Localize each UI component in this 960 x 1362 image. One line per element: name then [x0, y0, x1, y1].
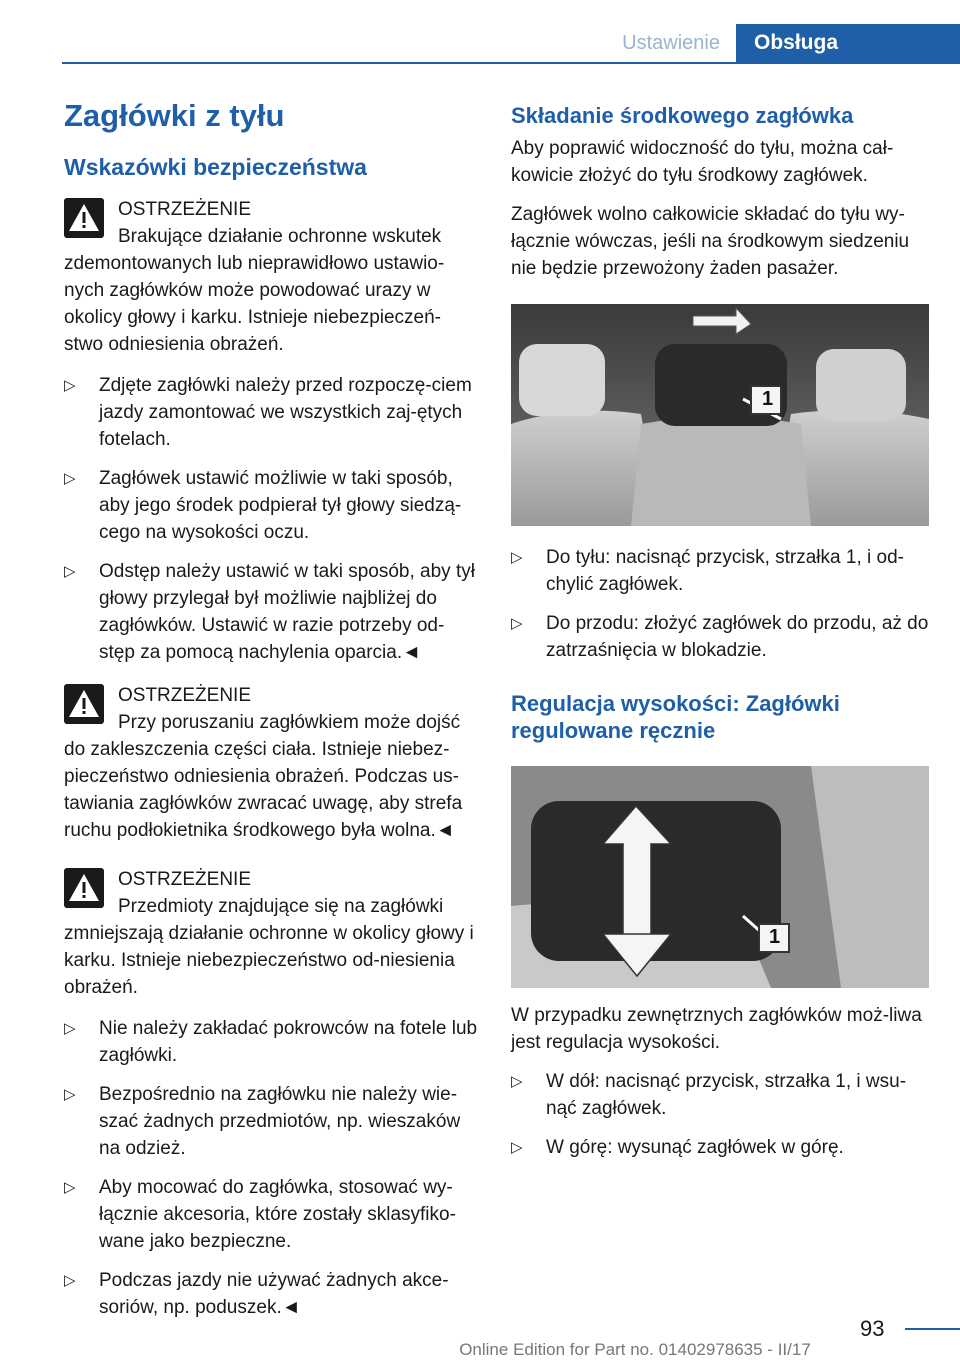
headrest-height-figure — [511, 766, 929, 988]
section-title: Zagłówki z tyłu — [64, 98, 285, 133]
triangle-bullet-icon: ▷ — [64, 1086, 76, 1103]
list-item: ▷ Zdjęte zagłówki należy przed rozpoczę‐ciem jazdy zamontować we wszystkich zaj‐ętych fotelach. — [64, 372, 478, 453]
section-title-folding: Składanie środkowego zagłówka — [511, 103, 854, 128]
list-item: ▷ Do tyłu: nacisnąć przycisk, strzałka 1, i od‐chylić zagłówek. — [511, 544, 929, 598]
figure-callout-label: 1 — [769, 926, 781, 948]
warning-title: OSTRZEŻENIE — [118, 199, 252, 220]
paragraph: Zagłówek wolno całkowicie składać do tyłu wy‐łącznie wówczas, jeśli na środkowym siedzeniu nie będzie przewożony żaden pasażer. — [511, 204, 910, 279]
headrest-fold-figure — [511, 304, 929, 526]
left-column — [64, 96, 478, 1337]
bullet-list — [511, 1068, 929, 1161]
paragraph: W przypadku zewnętrznych zagłówków moż‐liwa jest regulacja wysokości. — [511, 1005, 922, 1053]
list-item: ▷ Nie należy zakładać pokrowców na fotele lub zagłówki. — [64, 1015, 478, 1069]
section-title-height: Regulacja wysokości: Zagłówki regulowane ręcznie — [511, 691, 840, 743]
warning-text: Brakujące działanie ochronne wskutek zdemontowanych lub nieprawidłowo ustawio‐nych zagłówków może powodować urazy w okolicy głowy i karku. Istnieje niebezpieczeń‐stwo odniesienia obrażeń. — [64, 226, 445, 355]
header-bar — [0, 24, 960, 62]
header-rule — [62, 62, 960, 64]
triangle-bullet-icon: ▷ — [511, 1139, 523, 1156]
edition-footer: Online Edition for Part no. 01402978635 - II/17 — [459, 1340, 811, 1359]
warning-block — [64, 866, 478, 1001]
bullet-list — [64, 372, 478, 666]
warning-title: OSTRZEŻENIE — [118, 685, 252, 706]
triangle-bullet-icon: ▷ — [64, 470, 76, 487]
figure-callout-label: 1 — [762, 388, 774, 410]
triangle-bullet-icon: ▷ — [511, 1073, 523, 1090]
bullet-list — [511, 544, 929, 664]
triangle-bullet-icon: ▷ — [511, 615, 523, 632]
warning-block — [64, 682, 478, 844]
list-item: ▷ Do przodu: złożyć zagłówek do przodu, aż do zatrzaśnięcia w blokadzie. — [511, 610, 929, 664]
triangle-bullet-icon: ▷ — [64, 1020, 76, 1037]
warning-block — [64, 196, 478, 358]
triangle-bullet-icon: ▷ — [64, 377, 76, 394]
warning-triangle-icon — [64, 684, 104, 724]
list-item: ▷ Zagłówek ustawić możliwie w taki sposób, aby jego środek podpierał tył głowy siedzą‐cego na wysokości oczu. — [64, 465, 478, 546]
warning-title: OSTRZEŻENIE — [118, 869, 252, 890]
triangle-bullet-icon: ▷ — [64, 1179, 76, 1196]
list-item: ▷ Bezpośrednio na zagłówku nie należy wie‐szać żadnych przedmiotów, np. wieszaków na odzież. — [64, 1081, 478, 1162]
list-item: ▷ Odstęp należy ustawić w taki sposób, aby tył głowy przylegał był możliwie najbliżej do zagłówków. Ustawić w razie potrzeby od‐stęp za pomocą nachylenia oparcia.◄ — [64, 558, 478, 666]
warning-triangle-icon — [64, 198, 104, 238]
triangle-bullet-icon: ▷ — [64, 563, 76, 580]
warning-triangle-icon — [64, 868, 104, 908]
page-number: 93 — [860, 1316, 885, 1341]
list-item: ▷ Podczas jazdy nie używać żadnych akce‐soriów, np. poduszek.◄ — [64, 1267, 478, 1321]
footer-rule — [905, 1328, 960, 1330]
triangle-bullet-icon: ▷ — [64, 1272, 76, 1289]
tab-obsluga[interactable]: Obsługa — [736, 24, 960, 62]
triangle-bullet-icon: ▷ — [511, 549, 523, 566]
list-item: ▷ Aby mocować do zagłówka, stosować wy‐łącznie akcesoria, które zostały sklasyfiko‐wane jako bezpieczne. — [64, 1174, 478, 1255]
paragraph: Aby poprawić widoczność do tyłu, można cał‐kowicie złożyć do tyłu środkowy zagłówek. — [511, 138, 894, 186]
warning-text: Przedmioty znajdujące się na zagłówki zmniejszają działanie ochronne w okolicy głowy i karku. Istnieje niebezpieczeństwo od‐niesienia obrażeń. — [64, 896, 474, 998]
warning-text: Przy poruszaniu zagłówkiem może dojść do zakleszczenia części ciała. Istnieje niebez‐pieczeństwo odniesienia obrażeń. Podczas us‐tawiania zagłówków zwracać uwagę, aby strefa ruchu podłokietnika środkowego była wolna.◄ — [64, 712, 463, 841]
list-item: ▷ W górę: wysunąć zagłówek w górę. — [511, 1134, 929, 1161]
right-column — [511, 102, 929, 1177]
bullet-list — [64, 1015, 478, 1321]
tab-ustawienie[interactable]: Ustawienie — [622, 32, 720, 54]
subsection-title: Wskazówki bezpieczeństwa — [64, 154, 367, 180]
list-item: ▷ W dół: nacisnąć przycisk, strzałka 1, i wsu‐nąć zagłówek. — [511, 1068, 929, 1122]
